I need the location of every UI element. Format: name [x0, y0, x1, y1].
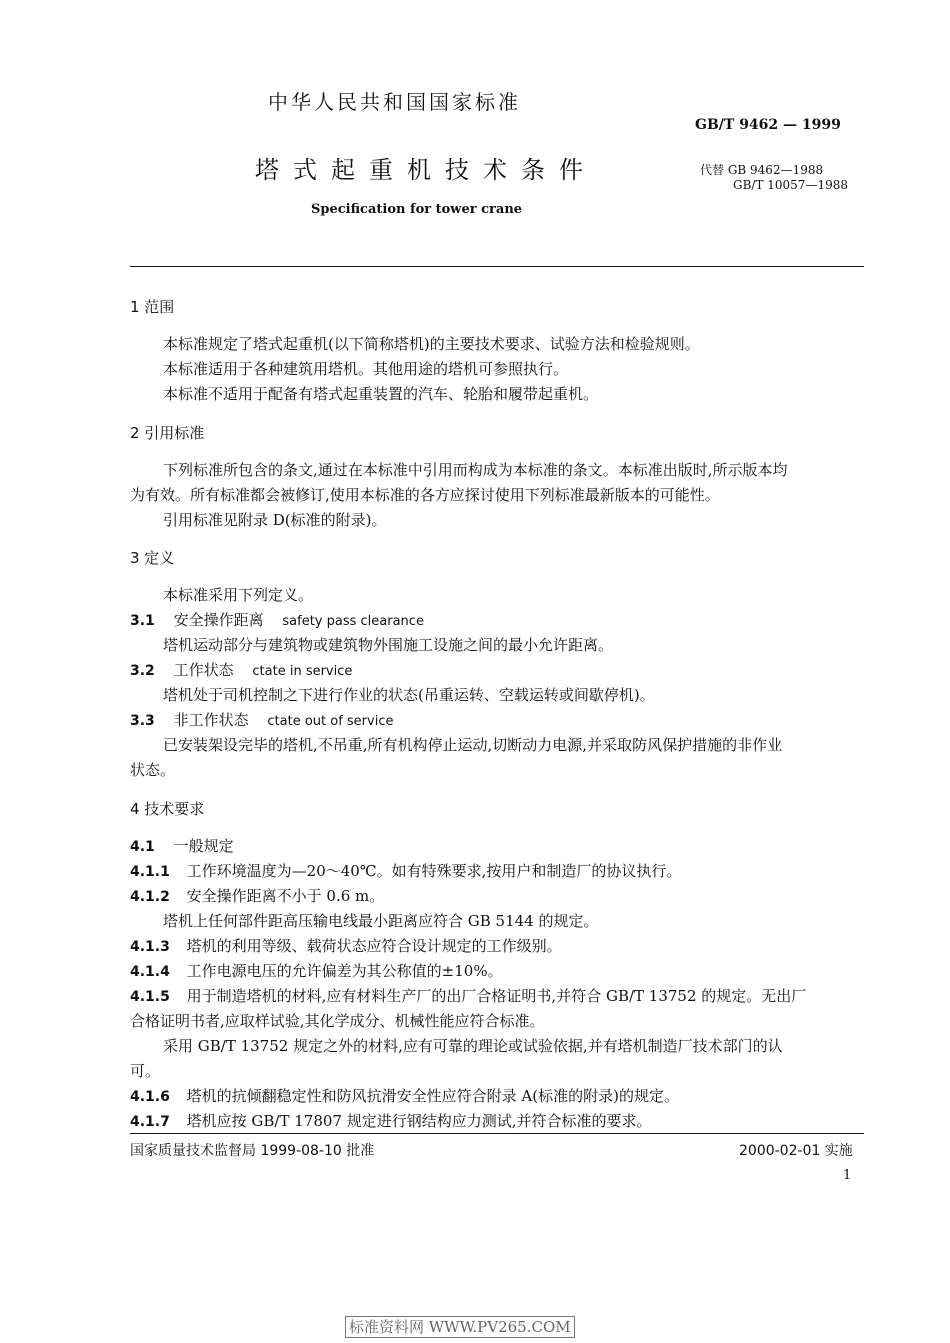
paragraph: 下列标准所包含的条文,通过在本标准中引用而构成为本标准的条文。本标准出版时,所示版本均 — [163, 461, 788, 479]
paragraph: 引用标准见附录 D(标准的附录)。 — [163, 511, 387, 529]
section-1-heading: 1 范围 — [130, 298, 175, 316]
clause-number: 4.1.5 — [130, 989, 170, 1005]
country-title: 中华人民共和国国家标准 — [268, 90, 521, 114]
standard-code: GB/T 9462 — 1999 — [695, 117, 841, 133]
paragraph: 本标准规定了塔式起重机(以下简称塔机)的主要技术要求、试验方法和检验规则。 — [163, 335, 700, 353]
term-cn: 工作状态 — [173, 661, 234, 679]
definition-3-2 — [130, 659, 352, 680]
footer-divider — [130, 1133, 864, 1134]
paragraph: 状态。 — [130, 761, 176, 779]
page-number: 1 — [843, 1168, 852, 1183]
clause-number: 4.1.6 — [130, 1089, 170, 1105]
clause-4-1-5 — [130, 985, 806, 1006]
paragraph: 合格证明书者,应取样试验,其化学成分、机械性能应符合标准。 — [130, 1012, 545, 1030]
clause-4-1-2 — [130, 885, 384, 906]
paragraph: 本标准不适用于配备有塔式起重装置的汽车、轮胎和履带起重机。 — [163, 385, 599, 403]
section-4-heading: 4 技术要求 — [130, 800, 205, 818]
clause-4-1-7 — [130, 1110, 652, 1131]
paragraph: 已安装架设完毕的塔机,不吊重,所有机构停止运动,切断动力电源,并采取防风保护措施的非作业 — [163, 736, 783, 754]
definition-3-3 — [130, 709, 393, 730]
clause-text: 塔机的抗倾翻稳定性和防风抗滑安全性应符合附录 A(标准的附录)的规定。 — [186, 1087, 679, 1105]
clause-text: 工作环境温度为—20～40℃。如有特殊要求,按用户和制造厂的协议执行。 — [186, 862, 682, 880]
paragraph: 塔机处于司机控制之下进行作业的状态(吊重运转、空载运转或间歇停机)。 — [163, 686, 655, 704]
clause-number: 4.1 — [130, 839, 155, 855]
watermark: 标准资料网 WWW.PV265.COM — [345, 1316, 575, 1338]
definition-3-1 — [130, 609, 424, 630]
clause-text: 塔机应按 GB/T 17807 规定进行钢结构应力测试,并符合标准的要求。 — [186, 1112, 652, 1130]
paragraph: 塔机运动部分与建筑物或建筑物外围施工设施之间的最小允许距离。 — [163, 636, 614, 654]
paragraph: 采用 GB/T 13752 规定之外的材料,应有可靠的理论或试验依据,并有塔机制造厂技术部门的认 — [163, 1037, 783, 1055]
term-en: safety pass clearance — [282, 614, 424, 629]
english-title: Specification for tower crane — [311, 202, 523, 217]
clause-number: 4.1.2 — [130, 889, 170, 905]
paragraph: 可。 — [130, 1062, 161, 1080]
header-divider — [130, 266, 864, 267]
clause-number: 4.1.7 — [130, 1114, 170, 1130]
replaces-line-1: 代替 GB 9462—1988 — [700, 163, 824, 177]
term-en: ctate out of service — [267, 714, 394, 729]
clause-4-1-6 — [130, 1085, 679, 1106]
clause-4-1 — [130, 835, 234, 856]
term-cn: 安全操作距离 — [173, 611, 264, 629]
clause-text: 工作电源电压的允许偏差为其公称值的±10%。 — [186, 962, 503, 980]
document-title: 塔式起重机技术条件 — [255, 156, 597, 184]
clause-number: 4.1.3 — [130, 939, 170, 955]
clause-number: 4.1.1 — [130, 864, 170, 880]
clause-number: 4.1.4 — [130, 964, 170, 980]
section-2-heading: 2 引用标准 — [130, 424, 205, 442]
clause-4-1-1 — [130, 860, 681, 881]
clause-4-1-3 — [130, 935, 562, 956]
term-en: ctate in service — [252, 664, 353, 679]
paragraph: 为有效。所有标准都会被修订,使用本标准的各方应探讨使用下列标准最新版本的可能性。 — [130, 486, 720, 504]
paragraph: 本标准适用于各种建筑用塔机。其他用途的塔机可参照执行。 — [163, 360, 569, 378]
paragraph: 塔机上任何部件距高压输电线最小距离应符合 GB 5144 的规定。 — [163, 912, 599, 930]
clause-number: 3.2 — [130, 663, 155, 679]
clause-4-1-4 — [130, 960, 503, 981]
paragraph: 本标准采用下列定义。 — [163, 586, 314, 604]
clause-number: 3.1 — [130, 613, 155, 629]
clause-number: 3.3 — [130, 713, 155, 729]
approval-line: 国家质量技术监督局 1999-08-10 批准 — [130, 1143, 375, 1159]
section-3-heading: 3 定义 — [130, 549, 175, 567]
clause-text: 塔机的利用等级、载荷状态应符合设计规定的工作级别。 — [186, 937, 562, 955]
clause-text: 安全操作距离不小于 0.6 m。 — [186, 887, 385, 905]
term-cn: 非工作状态 — [173, 711, 249, 729]
clause-text: 用于制造塔机的材料,应有材料生产厂的出厂合格证明书,并符合 GB/T 13752 的规定。无出厂 — [186, 987, 807, 1005]
replaces-line-2: GB/T 10057—1988 — [733, 178, 848, 192]
clause-text: 一般规定 — [173, 837, 234, 855]
effective-date: 2000-02-01 实施 — [739, 1143, 853, 1159]
replaces-block — [700, 163, 848, 193]
